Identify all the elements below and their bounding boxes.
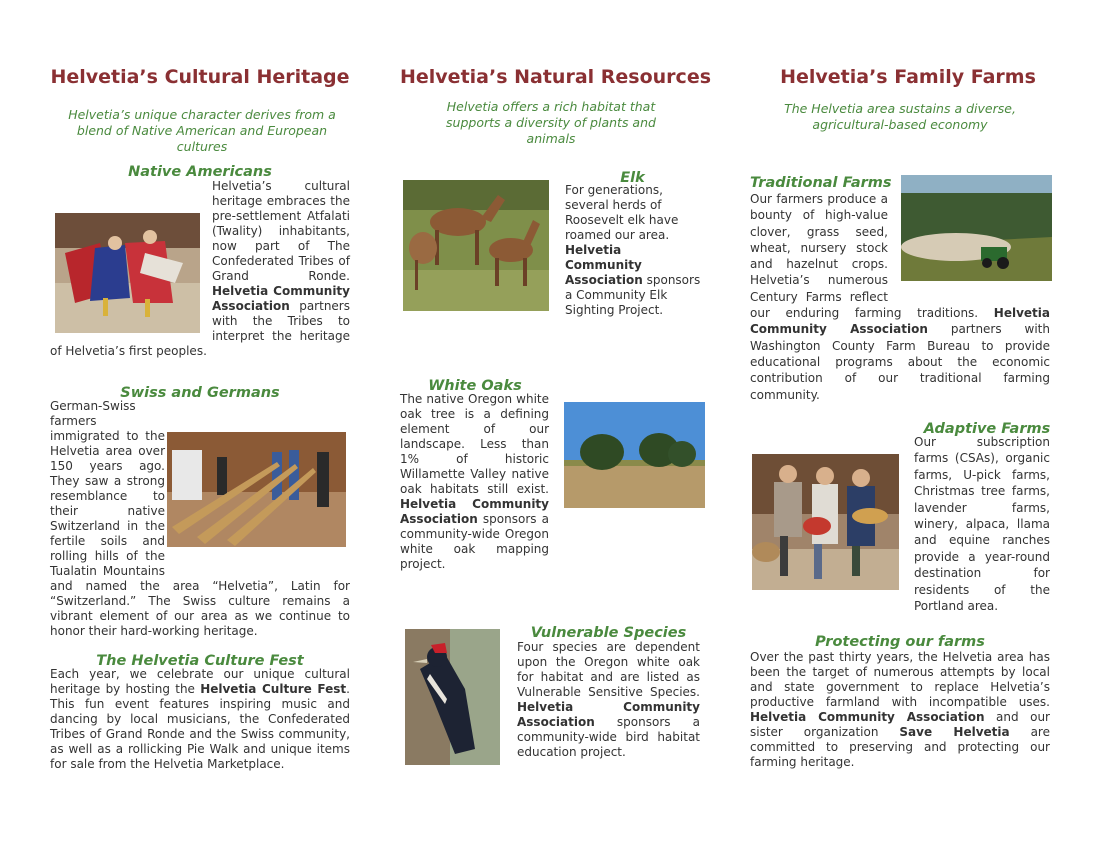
culture-column-subtitle: Helvetia’s unique character derives from a blend of Native American and European cultures — [68, 107, 336, 154]
woodpecker-photo — [405, 629, 500, 765]
adaptive-farms-heading: Adaptive Farms — [923, 421, 1051, 437]
culture-column-title: Helvetia’s Cultural Heritage — [50, 66, 350, 88]
farmers-produce-photo — [752, 454, 899, 590]
vulnerable-species-text: Four species are dependent upon the Oregon white oak for habitat and are listed as Vulnerable Sensitive Species. Helvetia Community Association sponsors a community-wide bird habitat education project. — [517, 640, 700, 759]
white-oaks-heading: White Oaks — [428, 378, 522, 394]
nature-column-subtitle: Helvetia offers a rich habitat that supports a diversity of plants and animals — [446, 99, 656, 146]
white-oaks-photo — [564, 402, 705, 508]
white-oaks-text: The native Oregon white oak tree is a defining element of our landscape. Less than 1% of historic Willamette Valley native oak habitats still exist. Helvetia Community Association sponsors a community-wide Oregon white oak mapping project. — [400, 392, 549, 571]
swiss-germans-heading: Swiss and Germans — [120, 385, 280, 401]
vulnerable-species-heading: Vulnerable Species — [530, 625, 687, 641]
elk-text: For generations, several herds of Roosevelt elk have roamed our area. Helvetia Community Association sponsors a Community Elk Sighting Project. — [565, 183, 701, 317]
adaptive-farms-text: Our subscription farms (CSAs), organic farms, U-pick farms, Christmas tree farms, lavender farms, winery, alpaca, llama and equine ranches provide a year-round destination for residents of the Portland area. — [914, 435, 1050, 614]
native-americans-heading: Native Americans — [128, 164, 272, 180]
elk-heading: Elk — [620, 170, 645, 186]
culture-fest-heading: The Helvetia Culture Fest — [96, 653, 304, 669]
traditional-farms-text: Our farmers produce a bounty of high-value clover, grass seed, wheat, nursery stock and hazelnut crops. Helvetia’s numerous Century Farms reflect our enduring farming traditions. Helvetia Community Association partners with Washington County Farm Bureau to provide educational programs about the economic contribution of our traditional farming community. — [750, 192, 1050, 402]
nature-column-title: Helvetia’s Natural Resources — [400, 66, 712, 88]
farms-column-subtitle: The Helvetia area sustains a diverse, agricultural-based economy — [784, 101, 1016, 132]
traditional-farms-heading: Traditional Farms — [750, 175, 892, 191]
protecting-farms-text: Over the past thirty years, the Helvetia area has been the target of numerous attempts by local and state government to replace Helvetia’s productive farmland with incompatible uses. Helvetia Community Association and our sister organization Save Helvetia are committed to preserving and protecting our farming heritage. — [750, 650, 1050, 769]
swiss-germans-text: German-Swiss farmers immigrated to the Helvetia area over 150 years ago. They saw a strong resemblance to their native Switzerland in the fertile soils and rolling hills of the Tualatin Mountains and named the area “Helvetia”, Latin for “Switzerland.” The Swiss culture remains a vibrant element of our area as we continue to honor their hard-working heritage. — [50, 399, 350, 638]
elk-herd-photo — [403, 180, 549, 311]
farms-column-title: Helvetia’s Family Farms — [780, 66, 1036, 88]
native-americans-text: Helvetia’s cultural heritage embraces the pre-settlement Atfalati (Twality) inhabitants, now part of The Confederated Tribes of Grand Ronde. Helvetia Community Association partners with the Tribes to interpret the heritage of Helvetia’s first peoples. — [50, 179, 350, 358]
culture-fest-text: Each year, we celebrate our unique cultural heritage by hosting the Helvetia Culture Fest. This fun event features inspiring music and dancing by local musicians, the Confederated Tribes of Grand Ronde and the Swiss community, as well as a rollicking Pie Walk and unique items for sale from the Helvetia Marketplace. — [50, 667, 350, 771]
protecting-farms-heading: Protecting our farms — [815, 634, 985, 650]
